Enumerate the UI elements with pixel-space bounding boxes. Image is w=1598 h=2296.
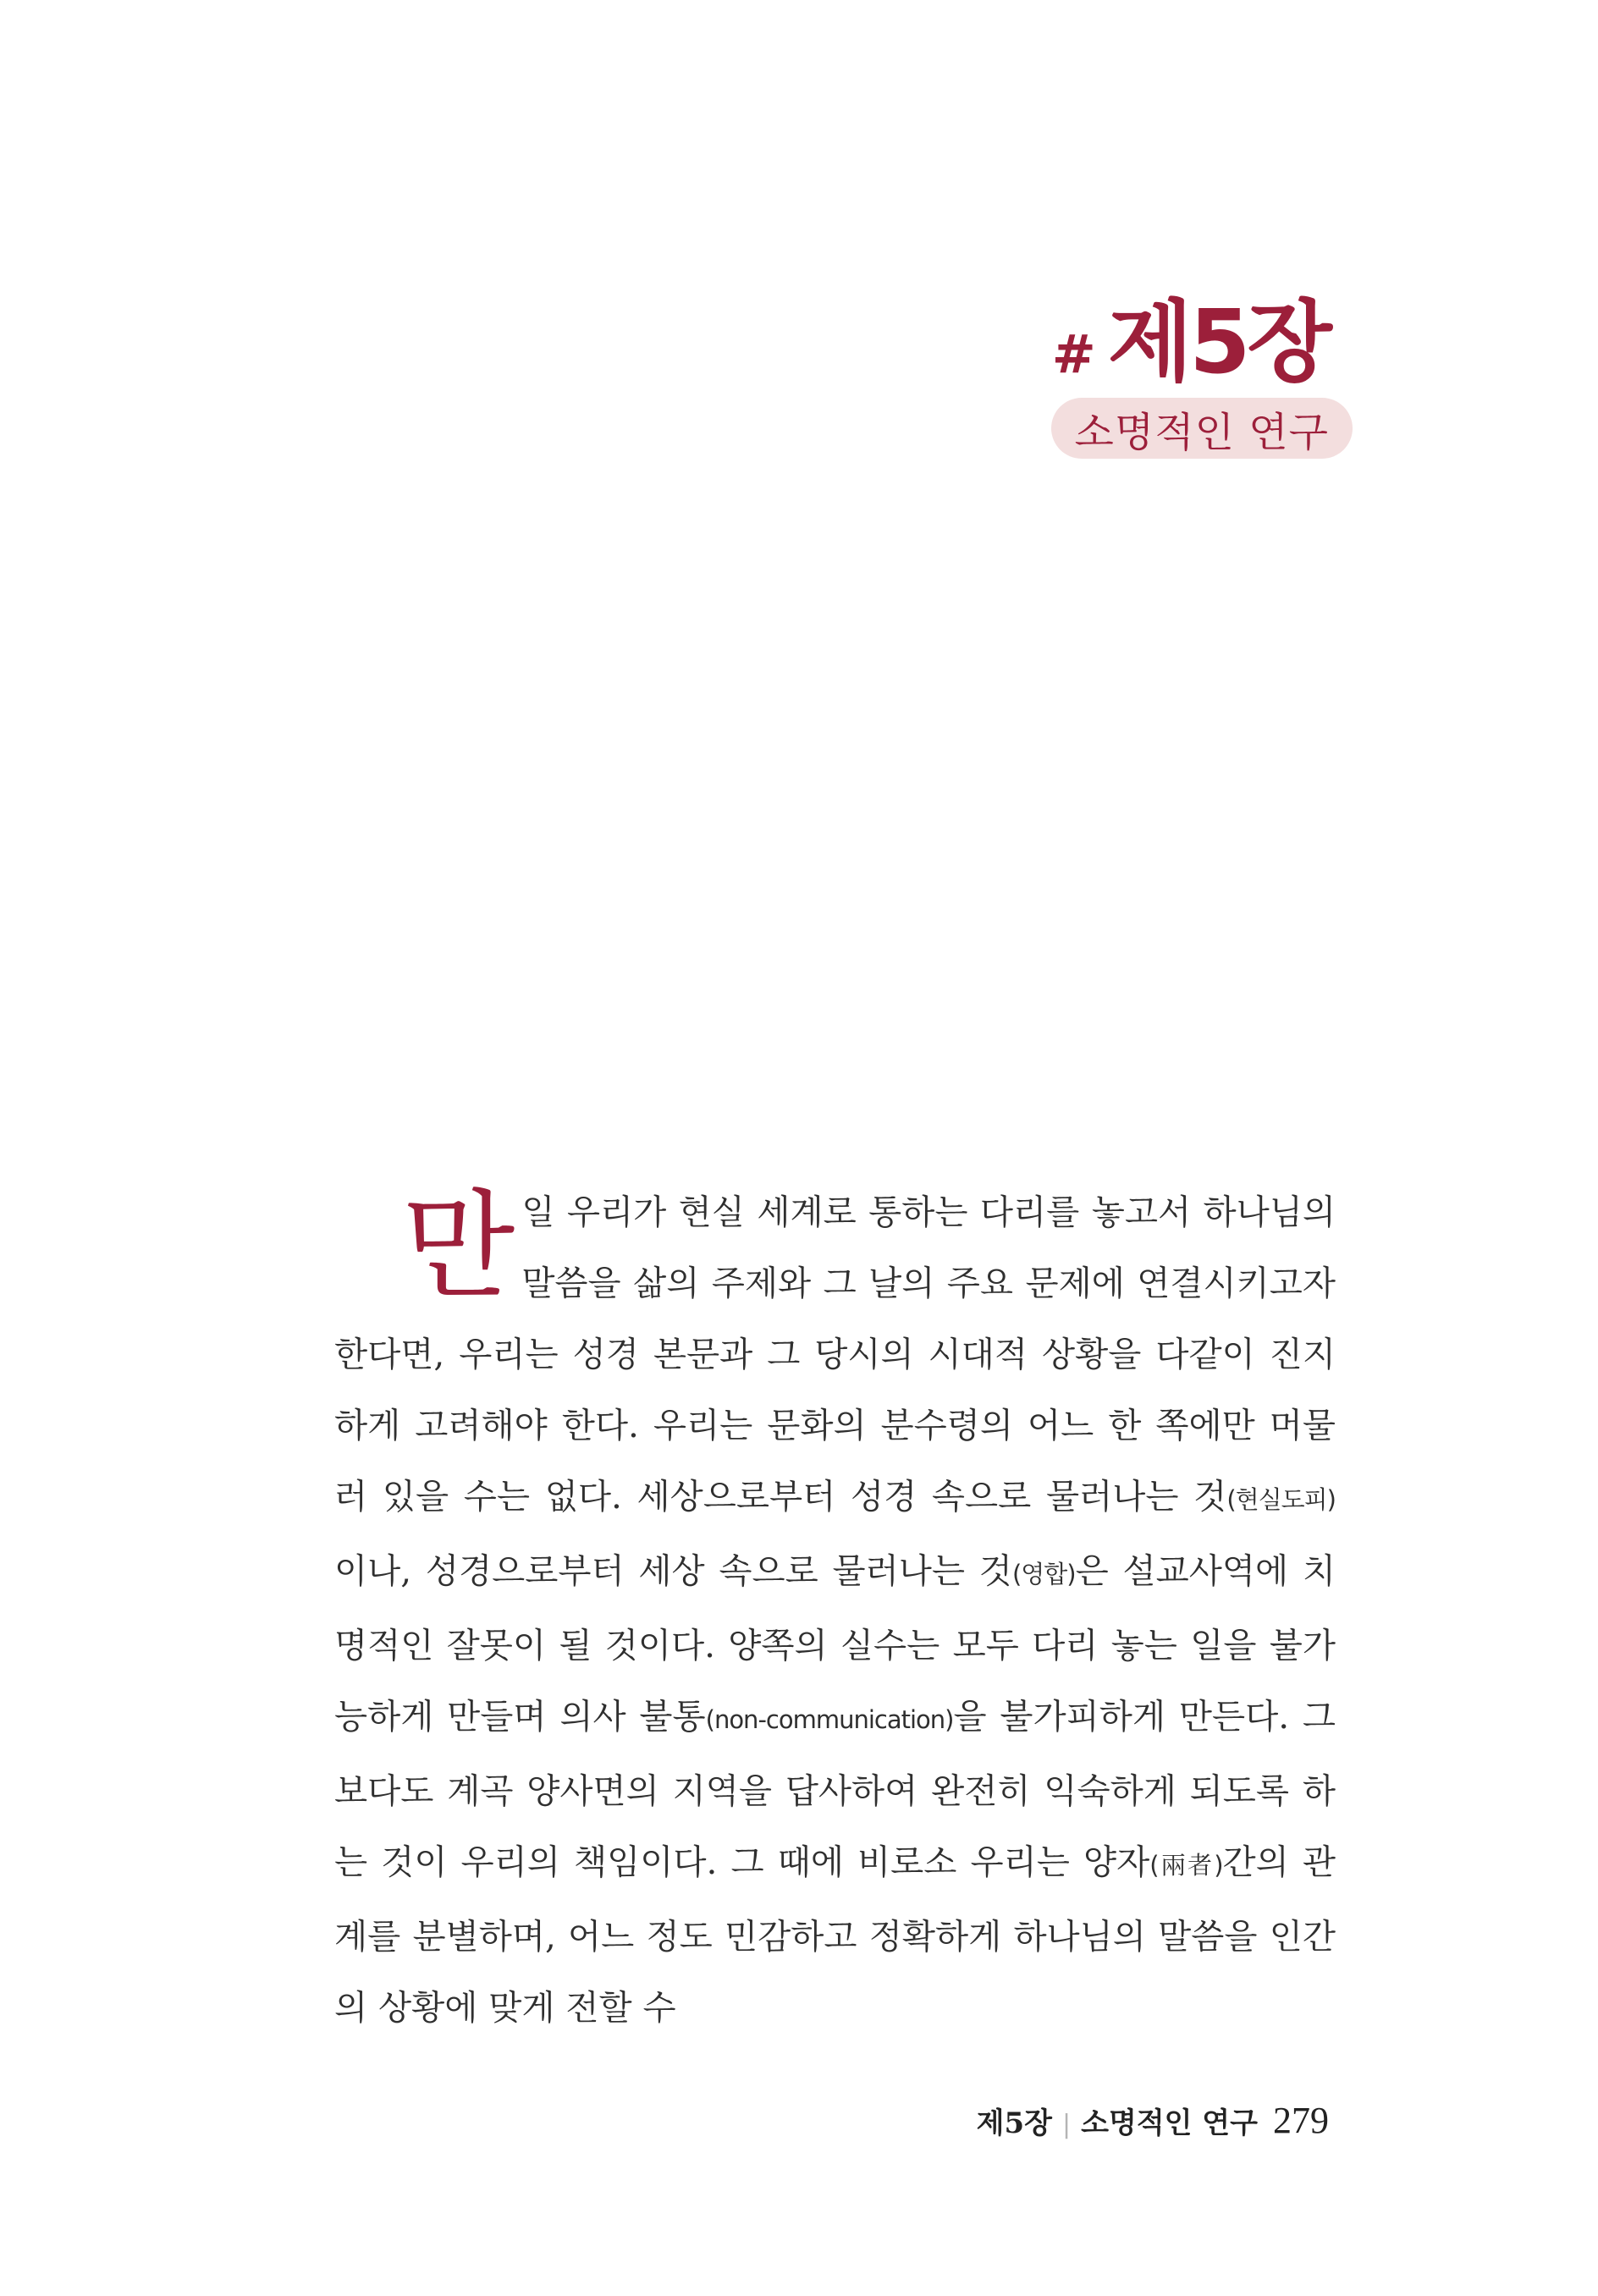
chapter-hash-mark: #	[1051, 323, 1096, 385]
inline-note-2: (영합)	[1011, 1560, 1076, 1588]
inline-note-4: (兩者)	[1149, 1851, 1223, 1880]
body-text-segment-5: 간의 관계를 분별하며, 어느 정도 민감하고 정확하게 하나님의 말씀을 인간의 상황에 맞게 전할 수	[334, 1842, 1336, 2028]
chapter-subtitle: 소명적인 연구	[1074, 408, 1329, 456]
body-text-segment-2: 이나, 성경으로부터 세상 속으로 물러나는 것	[334, 1550, 1012, 1591]
dropcap-letter: 만	[402, 1178, 510, 1314]
body-text-segment-1: 일 우리가 현실 세계로 통하는 다리를 놓고서 하나님의 말씀을 삶의 주제와 그 날의 주요 문제에 연결시키고자 한다면, 우리는 성경 본문과 그 당시의 시대적 상황을 다같이 진지하게 고려해야 한다. 우리는 문화의 분수령의 어느 한 쪽에만 머물러 있을 수는 없다. 세상으로부터 성경 속으로 물러나는 것	[334, 1192, 1336, 1517]
chapter-subtitle-pill	[1051, 398, 1353, 459]
inline-note-3: (non-communication)	[705, 1705, 954, 1734]
body-paragraph	[334, 1176, 1336, 2043]
page-number: 279	[1273, 2100, 1329, 2141]
inline-note-1: (현실도피)	[1226, 1485, 1336, 1514]
chapter-title: 제5장	[1107, 290, 1329, 394]
footer-chapter: 제5장	[976, 2106, 1052, 2140]
body-text-segment-3: 은 설교사역에 치명적인 잘못이 될 것이다. 양쪽의 실수는 모두 다리 놓는 일을 불가능하게 만들며 의사 불통	[334, 1550, 1336, 1737]
page-footer	[977, 2099, 1329, 2142]
chapter-heading	[1051, 290, 1329, 394]
footer-title: 소명적인 연구	[1081, 2106, 1258, 2140]
body-text-segment-4: 을 불가피하게 만든다. 그보다도 계곡 양사면의 지역을 답사하여 완전히 익숙하게 되도록 하는 것이 우리의 책임이다. 그 때에 비로소 우리는 양자	[334, 1696, 1336, 1882]
footer-separator: |	[1061, 2110, 1072, 2139]
